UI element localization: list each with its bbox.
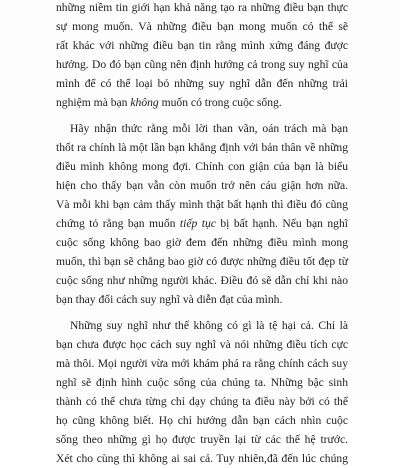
text-line: họ cũng không biết. Họ chỉ hướng dẫn bạn cách nhìn cuộc <box>56 414 348 427</box>
text-run: muốn có trong cuộc sống. <box>158 96 282 109</box>
text-line: thành có thể chưa từng chỉ dạy chúng ta điều này bởi có thể <box>56 395 348 408</box>
text-line: hưởng. Do đó bạn cũng nên định hướng cả trong suy nghĩ của <box>56 58 348 71</box>
text-line: mình để có thể loại bỏ những suy nghĩ dẫn đến những trải <box>56 77 348 90</box>
text-line <box>56 214 348 233</box>
text-line: sự mong muốn. Và những điều bạn mong muốn có thể sẽ <box>56 20 348 33</box>
text-line: cuộc sống không bao giờ đem đến những điều mình mong <box>56 236 348 249</box>
text-line: điều mình không mong đợi. Chính con giận của bạn là biểu <box>56 160 348 173</box>
text-line: Xét cho cùng thì không ai sai cả. Tuy nhiên,đã đến lúc chúng <box>56 452 348 465</box>
text-line: Những suy nghĩ như thế không có gì là tệ hại cả. Chỉ là <box>70 319 348 332</box>
text-run: chứng tỏ rằng bạn muốn <box>56 217 180 230</box>
emphasis-text: tiếp tục <box>179 217 216 230</box>
paragraph-3 <box>56 316 348 468</box>
text-run: nghiệm mà bạn <box>56 96 131 109</box>
text-line: hiện cho thấy bạn vẫn còn muốn trở nên cáu giận hơn nữa. <box>56 179 348 192</box>
text-line: muốn, thì bạn sẽ chẳng bao giờ có được những điều tốt đẹp từ <box>56 255 348 268</box>
text-line: sống theo những gì họ được truyền lại từ các thế hệ trước. <box>56 433 348 446</box>
text-line: cuộc sống như những người khác. Điều đó sẽ dẫn chỉ khi nào <box>56 274 348 287</box>
paragraph-2 <box>56 119 348 309</box>
emphasis-text: không <box>130 96 159 109</box>
text-line <box>56 93 348 112</box>
text-line: Hãy nhận thức rằng mỗi lời than vãn, oán trách mà bạn <box>70 122 348 135</box>
text-line: mà thôi. Mọi người vừa mới khám phá ra rằng chính cách suy <box>56 357 348 370</box>
text-line: thốt ra chính là một lần bạn khẳng định với bản thân về những <box>56 141 348 154</box>
text-line: nghĩ sẽ định hình cuộc sống của chúng ta. Những bậc sinh <box>56 376 348 389</box>
text-line: bạn chưa được học cách suy nghĩ và nói những điều tích cực <box>56 338 348 351</box>
text-run: bị bất hạnh. Nếu bạn nghĩ <box>215 217 348 230</box>
text-line: rất khác với những điều bạn tin rằng mình xứng đáng được <box>56 39 348 52</box>
text-line: những niềm tin giới hạn khả năng tạo ra những điều bạn thực <box>56 1 348 14</box>
body-text <box>56 0 348 468</box>
text-line: bạn thay đổi cách suy nghĩ và diễn đạt của mình. <box>56 293 283 306</box>
text-line: Và mỗi khi bạn cảm thấy mình thật bất hạnh thì điều đó cũng <box>56 198 348 211</box>
paragraph-1 <box>56 0 348 112</box>
